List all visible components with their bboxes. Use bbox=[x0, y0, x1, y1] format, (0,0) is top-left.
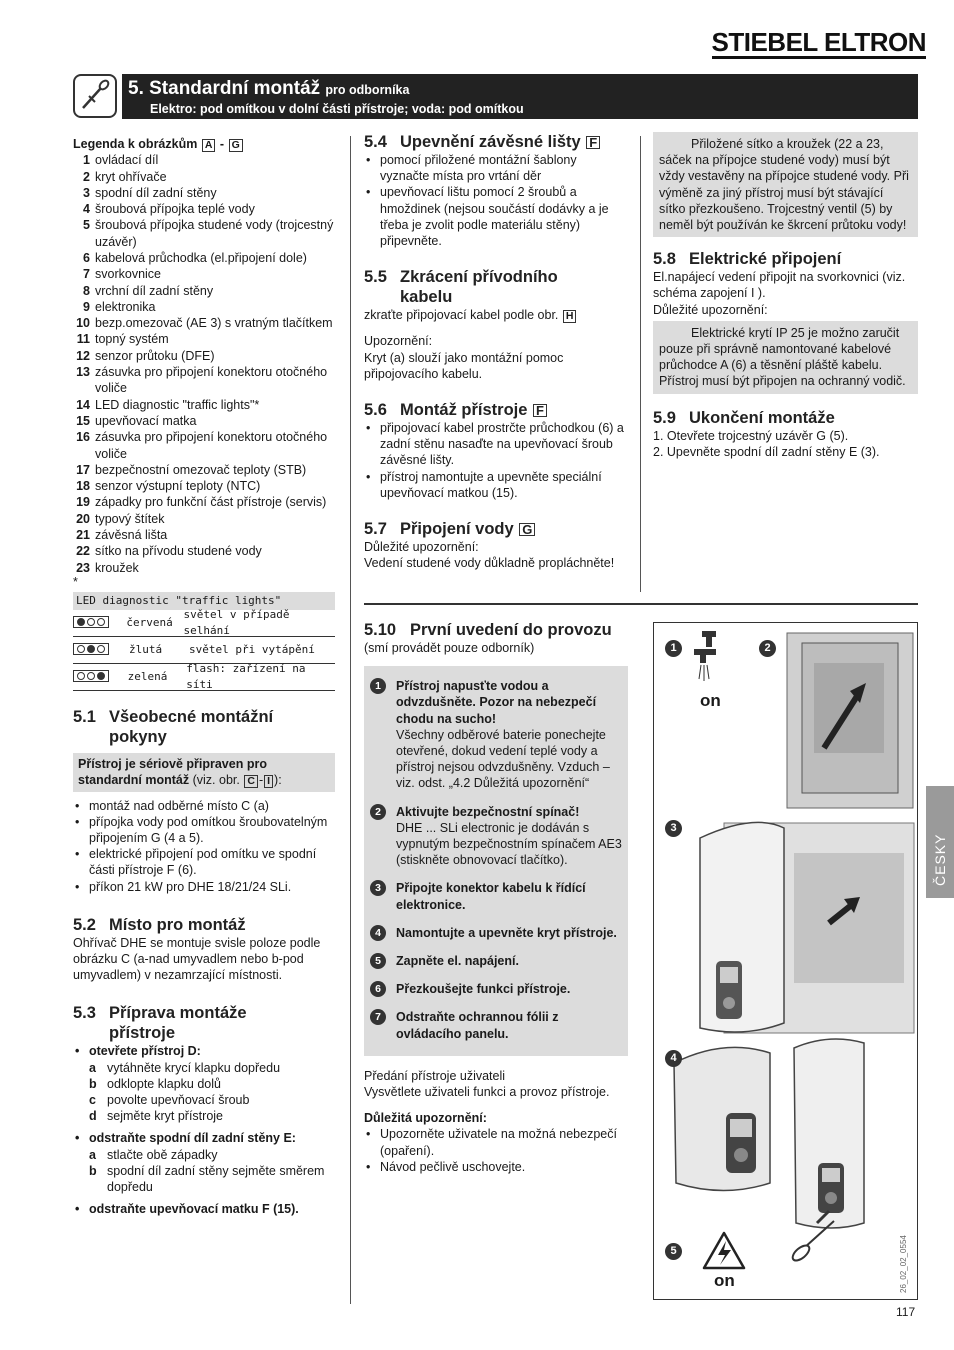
step-item bbox=[370, 678, 622, 791]
page-number: 117 bbox=[896, 1305, 916, 1319]
legend-item bbox=[73, 169, 335, 185]
led-desc: světel v případě selhání bbox=[183, 607, 290, 638]
step-number: 2 bbox=[370, 804, 386, 820]
legend-item bbox=[73, 185, 335, 201]
bullet: • odstraňte spodní díl zadní stěny E: bbox=[73, 1130, 335, 1146]
legend-item bbox=[73, 217, 335, 250]
legend-text: senzor průtoku (DFE) bbox=[95, 348, 215, 363]
sub-item bbox=[73, 1147, 335, 1163]
legend-text: svorkovnice bbox=[95, 267, 161, 282]
sub-letter: a bbox=[89, 1147, 96, 1162]
step-number: 5 bbox=[370, 953, 386, 969]
on-label: on bbox=[700, 691, 721, 710]
step-body bbox=[396, 880, 622, 912]
warning-box: Přiložené sítko a kroužek (22 a 23, sáček na přípojce studené vody) musí být vždy vestavěny na přípojce studené vody. Při výměně za jiný přístroj musí být stávající sítko přezkoušeno. Trojcestný ventil (5) by neměl být používán ke škrcení průtoku vody! bbox=[653, 132, 918, 237]
step-body bbox=[396, 1009, 622, 1041]
legend-text: topný systém bbox=[95, 332, 169, 347]
section-5-2: 5.2 Místo pro montáž Ohřívač DHE se montuje svisle poloze podle obrázku C (a-nad umyvadlem nebo b-pod umyvadlem) v nezamrzající místnosti. bbox=[73, 915, 335, 984]
legend-text: kabelová průchodka (el.připojení dole) bbox=[95, 250, 307, 265]
sub-letter: d bbox=[89, 1109, 97, 1124]
section-5-4: 5.4 Upevnění závěsné lišty F • pomocí přiložené montážní šablony vyznačte místa pro vrtání děr • upevňovací lištu pomocí 2 šroubů a hmoždinek (nejsou součástí dodávky a je třeba je zvolit podle materiálu stěny) připevněte. bbox=[364, 132, 628, 249]
tool-icon bbox=[73, 74, 117, 118]
section-title: 5. Standardní montáž bbox=[128, 78, 321, 99]
step-title: Přezkoušejte funkci přístroje. bbox=[396, 982, 571, 997]
legend-number: 10 bbox=[76, 316, 90, 331]
on-label: on bbox=[714, 1271, 735, 1290]
section-5-9: 5.9 Ukončení montáže 1. Otevřete trojcestný uzávěr G (5). 2. Upevněte spodní díl zadní stěny E (3). bbox=[653, 408, 918, 460]
step-body bbox=[396, 678, 622, 791]
legend-item bbox=[73, 201, 335, 217]
legend-text: šroubová přípojka teplé vody bbox=[95, 202, 255, 217]
column-divider bbox=[640, 136, 641, 592]
legend-number: 4 bbox=[83, 202, 90, 217]
led-color: žlutá bbox=[129, 643, 163, 657]
led-row bbox=[73, 607, 335, 638]
bullet-list bbox=[73, 798, 335, 895]
led-icon bbox=[73, 643, 109, 655]
legend-item bbox=[73, 462, 335, 478]
legend-number: 21 bbox=[76, 528, 90, 543]
legend-number: 20 bbox=[76, 511, 90, 526]
note-box: Přístroj je sériově připraven pro standardní montáž (viz. obr. C - I ): bbox=[73, 753, 335, 791]
step-text: Všechny odběrové baterie ponechejte otevřené, dokud vedení teplé vody a přístroj nejsou odvzdušněny. Vzduch – viz. odst. „4.2 Důležitá upozornění“ bbox=[396, 727, 610, 791]
language-tab: ČESKY bbox=[926, 786, 954, 898]
sub-text: stlačte obě západky bbox=[107, 1147, 218, 1162]
legend-item bbox=[73, 511, 335, 527]
step-number: 6 bbox=[370, 981, 386, 997]
legend-number: 1 bbox=[83, 153, 90, 168]
sub-text: vytáhněte krycí klapku dopředu bbox=[107, 1060, 281, 1075]
step-body bbox=[396, 981, 570, 997]
section-5-6: 5.6 Montáž přístroje F • připojovací kabel prostrčte průchodkou (6) a zadní stěnu nasaďte na upevňovací šroub závěsné lišty. • přístroj namontujte a upevněte speciální upevňovací matkou (15). bbox=[364, 400, 628, 501]
section-subtitle: Elektro: pod omítkou v dolní části přístroje; voda: pod omítkou bbox=[150, 102, 524, 116]
section-header bbox=[122, 74, 918, 119]
legend-number: 9 bbox=[83, 299, 90, 314]
legend-text: bezpečnostní omezovač teploty (STB) bbox=[95, 462, 307, 477]
bullet: • montáž nad odběrné místo C (a) bbox=[73, 798, 335, 814]
sub-letter: a bbox=[89, 1060, 96, 1075]
legend-item bbox=[73, 266, 335, 282]
step-title: Odstraňte ochrannou fólii z ovládacího panelu. bbox=[396, 1010, 559, 1041]
led-title: LED diagnostic "traffic lights" bbox=[73, 592, 335, 610]
legend-item bbox=[73, 560, 335, 576]
step-item bbox=[370, 981, 622, 997]
bullet: • otevřete přístroj D: bbox=[73, 1043, 335, 1059]
legend-number: 15 bbox=[76, 413, 90, 428]
figure-step-4: 4 bbox=[665, 1050, 682, 1067]
legend-number: 5 bbox=[83, 218, 90, 233]
legend-list bbox=[73, 152, 335, 576]
legend-item bbox=[73, 348, 335, 364]
led-color: zelená bbox=[127, 670, 168, 684]
bullet: • příkon 21 kW pro DHE 18/21/24 SLi. bbox=[73, 879, 335, 895]
sub-letter: b bbox=[89, 1163, 97, 1178]
section-5-8: 5.8 Elektrické připojení El.napájecí vedení připojit na svorkovnici (viz. schéma zapojení I ). Důležité upozornění: Elektrické krytí IP 25 je možno zaručit pouze při správně namontované kabelové průchodce A (6) a těsnění pláště kabelu. Přístroj musí být připojen na ochranný vodič. bbox=[653, 249, 918, 393]
led-indicator-icon bbox=[73, 615, 126, 631]
step-body bbox=[396, 925, 617, 941]
legend-number: 3 bbox=[83, 185, 90, 200]
led-color: červená bbox=[126, 616, 173, 630]
legend-number: 22 bbox=[76, 544, 90, 559]
step-title: Zapněte el. napájení. bbox=[396, 954, 519, 969]
legend-number: 7 bbox=[83, 267, 90, 282]
warning-box: Elektrické krytí IP 25 je možno zaručit pouze při správně namontované kabelové průchodce A (6) a těsnění pláště kabelu. Přístroj musí být připojen na ochranný vodič. bbox=[653, 321, 918, 394]
step-title: Přístroj napusťte vodou a odvzdušněte. Pozor na nebezpečí chodu na sucho! bbox=[396, 679, 597, 726]
sub-item bbox=[73, 1092, 335, 1108]
legend-item bbox=[73, 315, 335, 331]
legend-item bbox=[73, 478, 335, 494]
sub-text: odklopte klapku dolů bbox=[107, 1076, 221, 1091]
legend-number: 2 bbox=[83, 169, 90, 184]
legend-item bbox=[73, 397, 335, 413]
step-title: Připojte konektor kabelu k řídící elektronice. bbox=[396, 881, 586, 912]
horizontal-divider bbox=[364, 603, 918, 605]
bullet: • Návod pečlivě uschovejte. bbox=[364, 1159, 628, 1175]
bullet: • Upozorněte uživatele na možná nebezpečí (opaření). bbox=[364, 1126, 628, 1158]
led-row bbox=[73, 661, 335, 692]
legend-text: kroužek bbox=[95, 560, 139, 575]
legend-item bbox=[73, 283, 335, 299]
legend-number: 23 bbox=[76, 560, 90, 575]
legend-text: zásuvka pro připojení konektoru otočného voliče bbox=[95, 430, 328, 461]
sub-text: sejměte kryt přístroje bbox=[107, 1109, 224, 1124]
led-desc: světel při vytápění bbox=[189, 643, 315, 657]
section-title-small: pro odborníka bbox=[325, 83, 410, 97]
figure-step-1: 1 bbox=[665, 640, 682, 657]
column-middle bbox=[364, 132, 628, 571]
legend-text: šroubová přípojka studené vody (trojcestný uzávěr) bbox=[95, 218, 334, 249]
led-icon bbox=[73, 616, 109, 628]
figure-step-3: 3 bbox=[665, 820, 682, 837]
column-divider bbox=[350, 136, 351, 1304]
legend-number: 16 bbox=[76, 430, 90, 445]
section-5-7: 5.7 Připojení vody G Důležité upozornění: Vedení studené vody důkladně propláchněte! bbox=[364, 520, 615, 571]
bullet: • přístroj namontujte a upevněte speciální upevňovací matkou (15). bbox=[364, 469, 628, 501]
bullet: • upevňovací lištu pomocí 2 šroubů a hmoždinek (nejsou součástí dodávky a je třeba je zvolit podle materiálu stěny) připevněte. bbox=[364, 184, 628, 249]
legend-number: 13 bbox=[76, 365, 90, 380]
legend-item bbox=[73, 364, 335, 397]
legend-text: upevňovací matka bbox=[95, 413, 197, 428]
step-body bbox=[396, 953, 519, 969]
legend-text: závěsná lišta bbox=[95, 528, 168, 543]
bullet: • připojovací kabel prostrčte průchodkou (6) a zadní stěnu nasaďte na upevňovací šroub závěsné lišty. bbox=[364, 420, 628, 469]
steps-box bbox=[364, 666, 628, 1056]
legend-text: typový štítek bbox=[95, 511, 165, 526]
list-item: 2. Upevněte spodní díl zadní stěny E (3). bbox=[653, 444, 880, 459]
step-item bbox=[370, 1009, 622, 1041]
legend-number: 14 bbox=[76, 397, 90, 412]
legend-text: bezp.omezovač (AE 3) s vratným tlačítkem bbox=[95, 316, 333, 331]
installation-figure bbox=[653, 622, 918, 1300]
bullet: • přípojka vody pod omítkou šroubovatelným připojením G (4 a 5). bbox=[73, 814, 335, 846]
legend-item bbox=[73, 527, 335, 543]
section-5-1: 5.1 Všeobecné montážní pokyny Přístroj je sériově připraven pro standardní montáž (viz. obr. C - I ): • montáž nad odběrné místo C (a) • přípojka vody pod omítkou šroubovatelným připojením G (4 a 5). • elektrické připojení pod omítku ve spodní části přístroje F (6). • příkon 21 kW pro DHE 18/21/24 SLi. bbox=[73, 707, 335, 895]
legend-text: vrchní díl zadní stěny bbox=[95, 283, 214, 298]
legend-item bbox=[73, 429, 335, 462]
legend-text: LED diagnostic "traffic lights"* bbox=[95, 397, 260, 412]
sub-item bbox=[73, 1163, 335, 1195]
step-number: 1 bbox=[370, 678, 386, 694]
legend-number: 8 bbox=[83, 283, 90, 298]
sub-text: povolte upevňovací šroub bbox=[107, 1092, 250, 1107]
legend-item bbox=[73, 494, 335, 510]
legend-number: 12 bbox=[76, 348, 90, 363]
sub-text: spodní díl zadní stěny sejměte směrem dopředu bbox=[107, 1163, 325, 1194]
sub-letter: c bbox=[89, 1092, 96, 1107]
legend-item bbox=[73, 250, 335, 266]
column-left bbox=[73, 136, 335, 1217]
brand-logo: STIEBEL ELTRON bbox=[711, 27, 926, 57]
column-right bbox=[653, 132, 918, 460]
led-indicator-icon bbox=[73, 669, 128, 685]
sub-letter: b bbox=[89, 1076, 97, 1091]
step-item bbox=[370, 925, 622, 941]
legend-text: sítko na přívodu studené vody bbox=[95, 544, 262, 559]
led-table bbox=[73, 607, 335, 692]
legend-text: kryt ohřívače bbox=[95, 169, 167, 184]
legend-text: západky pro funkční část přístroje (servis) bbox=[95, 495, 327, 510]
legend-number: 17 bbox=[76, 462, 90, 477]
figure-step-5: 5 bbox=[665, 1243, 682, 1260]
tap-icon bbox=[694, 631, 716, 681]
section-5-5: 5.5 Zkrácení přívodního kabelu zkraťte připojovací kabel podle obr. H Upozornění: Kryt (a) slouží jako montážní pomoc připojovacího kabelu. bbox=[364, 267, 628, 382]
paragraph: Ohřívač DHE se montuje svisle poloze podle obrázku C (a-nad umyvadlem nebo b-pod umyvadlem) v nezamrzající místnosti. bbox=[73, 935, 321, 983]
step-number: 4 bbox=[370, 925, 386, 941]
legend-number: 11 bbox=[76, 332, 90, 347]
legend-text: ovládací díl bbox=[95, 153, 159, 168]
legend-number: 6 bbox=[83, 250, 90, 265]
legend-item bbox=[73, 543, 335, 559]
legend-item bbox=[73, 413, 335, 429]
list-item: 1. Otevřete trojcestný uzávěr G (5). bbox=[653, 428, 849, 443]
figure-code: 26_02_02_0554 bbox=[899, 1235, 908, 1293]
sub-item bbox=[73, 1108, 335, 1124]
legend-number: 18 bbox=[76, 479, 90, 494]
legend-number: 19 bbox=[76, 495, 90, 510]
led-indicator-icon bbox=[73, 642, 129, 658]
step-number: 3 bbox=[370, 880, 386, 896]
legend-item bbox=[73, 331, 335, 347]
step-number: 7 bbox=[370, 1009, 386, 1025]
legend-text: zásuvka pro připojení konektoru otočného voliče bbox=[95, 365, 328, 396]
step-text: DHE ... SLi electronic je dodáván s vypnutým bezpečnostním spínačem AE3 (stiskněte obnovovací tlačítko). bbox=[396, 820, 622, 868]
step-body bbox=[396, 804, 622, 869]
legend-text: elektronika bbox=[95, 299, 156, 314]
led-icon bbox=[73, 670, 109, 682]
legend-item bbox=[73, 152, 335, 168]
legend-item bbox=[73, 299, 335, 315]
legend-text: spodní díl zadní stěny bbox=[95, 185, 217, 200]
led-desc: flash: zařízení na síti bbox=[186, 661, 306, 692]
figure-step-2: 2 bbox=[759, 640, 776, 657]
section-5-3: 5.3 Příprava montáže přístroje • otevřete přístroj D: a vytáhněte krycí klapku dopředu b odklopte klapku dolů c povolte upevňovací šroub d sejměte kryt přístroje • odstraňte spodní díl zadní stěny E: a stlačte obě západky b spodní díl zadní stěny sejměte směrem dopředu • odstraňte upevňovací matku F (15). bbox=[73, 1003, 335, 1217]
step-title: Namontujte a upevněte kryt přístroje. bbox=[396, 925, 617, 940]
sub-item bbox=[73, 1076, 335, 1092]
bullet: • elektrické připojení pod omítku ve spodní části přístroje F (6). bbox=[73, 846, 335, 878]
legend-footnote: * bbox=[73, 574, 78, 589]
step-item bbox=[370, 804, 622, 869]
legend-text: senzor výstupní teploty (NTC) bbox=[95, 479, 261, 494]
section-5-10: 5.10 První uvedení do provozu (smí provádět pouze odborník) 1 Přístroj napusťte vodou a odvzdušněte. Pozor na nebezpečí chodu na sucho! Všechny odběrové baterie ponechejte otevřené, dokud vedení teplé vody a přístroj nejsou odvzdušněny. Vzduch – viz. odst. „4.2 Důležitá upozornění“ 2 Aktivujte bezpečnostní spínač! DHE ... SLi electronic je dodáván s vypnutým bezpečnostním spínačem AE3 (stiskněte obnovovací tlačítko). 3 Připojte konektor kabelu k řídící elektronice. 4 Namontujte a upevněte kryt přístroje. 5 Zapněte el. napájení. 6 Přezkoušejte funkci přístroje. 7 Odstraňte ochrannou fólii z ovládacího panelu. Předání přístroje uživateli Vysvětlete uživateli funkci a provoz přístroje. Důležitá upozornění: • Upozorněte uživatele na možná nebezpečí (opaření). • Návod pečlivě uschovejte. bbox=[364, 620, 628, 1175]
sub-item bbox=[73, 1060, 335, 1076]
electric-hazard-icon bbox=[704, 1233, 744, 1268]
bullet: • pomocí přiložené montážní šablony vyznačte místa pro vrtání děr bbox=[364, 152, 628, 184]
legend-title: Legenda k obrázkům A - G bbox=[73, 136, 335, 152]
step-title: Aktivujte bezpečnostní spínač! bbox=[396, 804, 580, 819]
bullet: • odstraňte upevňovací matku F (15). bbox=[73, 1201, 335, 1217]
step-item bbox=[370, 880, 622, 912]
step-item bbox=[370, 953, 622, 969]
